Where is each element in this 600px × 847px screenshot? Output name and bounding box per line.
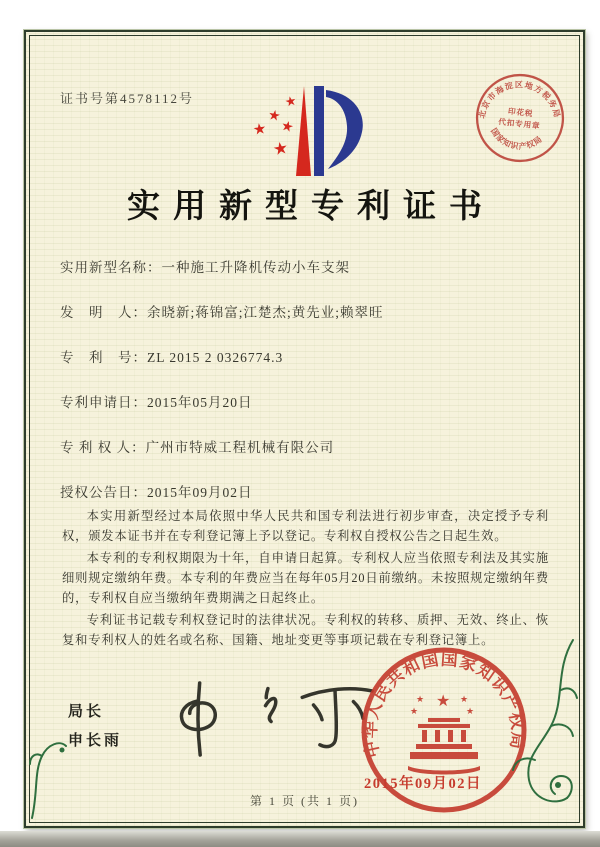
patent-certificate: [24, 30, 585, 828]
corner-flourish-bottom-right: [495, 630, 579, 818]
field-label: 专 利 权 人：: [60, 440, 146, 455]
certificate-number: 证书号第4578112号: [60, 91, 195, 106]
emblem-gate-roof: [428, 718, 460, 722]
field-inventors: [60, 304, 553, 322]
field-label: 授权公告日：: [60, 485, 147, 500]
logo-red-spike: [296, 86, 311, 176]
tax-stamp-top-text: 北京市海淀区地方税务局: [477, 80, 562, 120]
field-value: 余晓新;蒋锦富;江楚杰;黄先业;赖翠旺: [147, 305, 384, 320]
field-utility-model-name: [60, 259, 553, 277]
field-grant-date: [60, 484, 553, 502]
legal-text-block: [62, 506, 549, 652]
logo-stars: [252, 93, 298, 160]
emblem-star-small: ★: [460, 694, 469, 704]
national-emblem: [408, 693, 480, 775]
signer-title: 局长: [68, 704, 105, 720]
emblem-gate-column: [461, 730, 466, 742]
seal-date: 2015年09月02日: [364, 776, 482, 792]
emblem-gate-column: [448, 730, 453, 742]
emblem-gate-platform: [410, 752, 478, 759]
stamp-tax-seal-graphic: [469, 67, 570, 168]
field-value: 2015年09月02日: [147, 485, 253, 500]
emblem-gate-column: [422, 730, 427, 742]
seal-ring-text: 中华人民共和国国家知识产权局: [360, 649, 528, 760]
emblem-gate-eave: [418, 724, 470, 728]
legal-paragraph-2: 本专利的专利权期限为十年，自申请日起算。专利权人应当依照专利法及其实施细则规定缴纳年费。本专利的年费应当在每年05月20日前缴纳。未按照规定缴纳年费的，专利权自应当缴纳年费期满之日起终止。: [62, 551, 549, 606]
star-icon: ★: [271, 137, 290, 160]
emblem-star-small: ★: [416, 694, 425, 704]
field-value: 一种施工升降机传动小车支架: [161, 260, 350, 275]
emblem-star-small: ★: [410, 706, 419, 716]
tax-stamp-center-line2: 代扣专用章: [497, 117, 541, 131]
field-filing-date: [60, 394, 553, 412]
certificate-title: 实用新型专利证书: [127, 189, 495, 225]
stamp-tax-seal: [469, 67, 570, 168]
emblem-gate-base: [416, 744, 472, 749]
star-icon: ★: [251, 121, 268, 139]
logo-blue-p-bowl: [326, 90, 363, 169]
legal-paragraph-1: 本实用新型经过本局依照中华人民共和国专利法进行初步审查，决定授予专利权，颁发本证书并在专利登记簿上予以登记。专利权自授权公告之日起生效。: [62, 509, 549, 544]
emblem-star-big: ★: [436, 693, 451, 710]
field-label: 专利申请日：: [60, 395, 147, 410]
page-number: 第 1 页 (共 1 页): [250, 794, 359, 808]
field-patent-number: [60, 349, 553, 367]
field-value: 广州市特威工程机械有限公司: [145, 440, 335, 455]
tax-stamp-center-line1: 印花税: [507, 106, 534, 119]
field-label: 专 利 号：: [60, 350, 147, 365]
tax-stamp-bottom-text: 国家知识产权局: [488, 126, 545, 152]
star-icon: ★: [279, 118, 296, 137]
star-icon: ★: [266, 108, 282, 126]
field-label: 发 明 人：: [60, 305, 147, 320]
field-value: 2015年05月20日: [147, 395, 253, 410]
field-value: ZL 2015 2 0326774.3: [147, 350, 284, 365]
photo-bottom-shadow: [0, 831, 600, 847]
cnipa-logo-graphic: [241, 84, 365, 180]
certificate-fields: [60, 259, 553, 529]
legal-paragraph-3: 专利证书记载专利权登记时的法律状况。专利权的转移、质押、无效、终止、恢复和专利权人的姓名或名称、国籍、地址变更等事项记载在专利登记簿上。: [62, 613, 549, 648]
emblem-star-small: ★: [466, 706, 475, 716]
emblem-gate-column: [435, 730, 440, 742]
star-icon: ★: [283, 92, 298, 110]
signer-name: 申长雨: [68, 733, 123, 749]
cnipa-logo: [241, 84, 365, 180]
logo-blue-bar: [314, 86, 324, 176]
field-patentee: [60, 439, 553, 457]
field-label: 实用新型名称：: [60, 260, 162, 275]
